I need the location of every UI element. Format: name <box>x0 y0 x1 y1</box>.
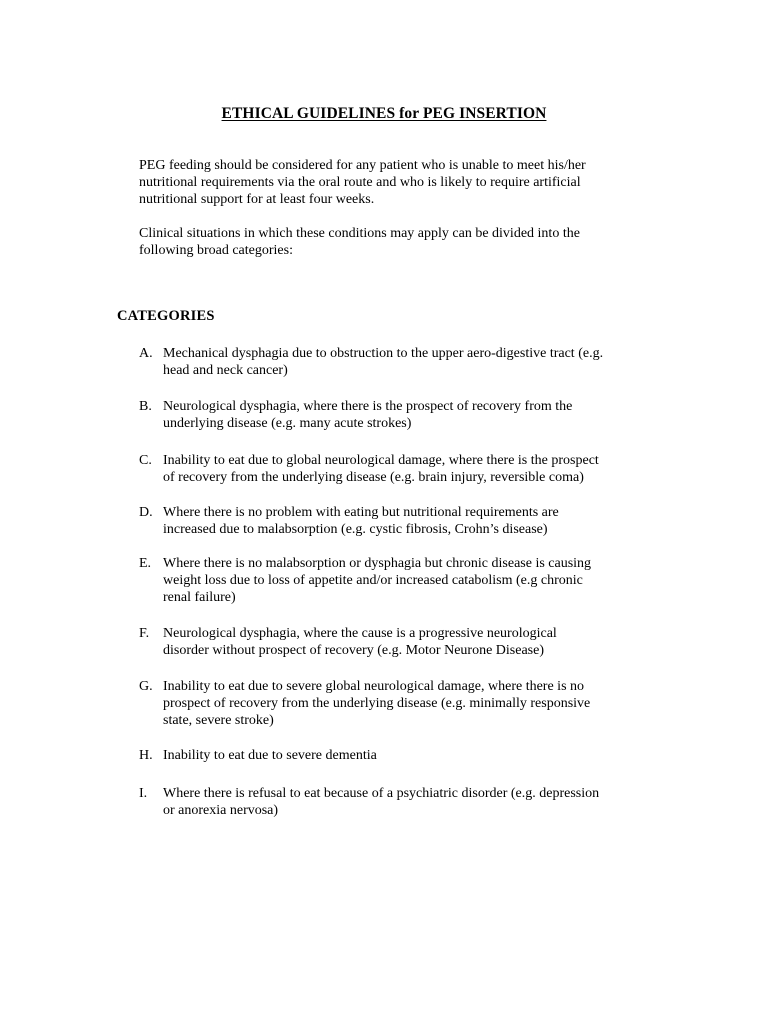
intro-paragraph-1-line: PEG feeding should be considered for any patient who is unable to meet his/her <box>139 158 586 173</box>
category-text-line: head and neck cancer) <box>163 363 288 378</box>
category-text <box>163 747 663 764</box>
category-text-line: or anorexia nervosa) <box>163 803 279 818</box>
category-text-line: Mechanical dysphagia due to obstruction to the upper aero-digestive tract (e.g. <box>163 346 604 361</box>
category-text-line: disorder without prospect of recovery (e.g. Motor Neurone Disease) <box>163 643 544 658</box>
categories-heading: CATEGORIES <box>117 308 215 324</box>
document-title: ETHICAL GUIDELINES for PEG INSERTION <box>221 105 547 122</box>
category-text <box>163 398 663 432</box>
intro-paragraph-1 <box>139 157 649 208</box>
category-text <box>163 504 663 538</box>
category-text-line: prospect of recovery from the underlying disease (e.g. minimally responsive <box>163 696 591 711</box>
intro-paragraph-1-line: nutritional requirements via the oral route and who is likely to require artificial <box>139 175 581 190</box>
category-text-line: increased due to malabsorption (e.g. cystic fibrosis, Crohn’s disease) <box>163 522 548 537</box>
category-text <box>163 785 663 819</box>
category-marker: A. <box>139 346 153 361</box>
category-text <box>163 625 663 659</box>
category-text-line: Neurological dysphagia, where the cause is a progressive neurological <box>163 626 557 641</box>
intro-paragraph-2-line: following broad categories: <box>139 243 293 258</box>
category-text-line: weight loss due to loss of appetite and/or increased catabolism (e.g chronic <box>163 573 583 588</box>
category-text-line: Inability to eat due to severe global neurological damage, where there is no <box>163 679 585 694</box>
category-text-line: Inability to eat due to severe dementia <box>163 748 377 763</box>
category-text-line: renal failure) <box>163 590 236 605</box>
category-marker: I. <box>139 786 148 801</box>
category-marker: D. <box>139 505 153 520</box>
category-text <box>163 452 663 486</box>
category-marker: B. <box>139 399 152 414</box>
category-text-line: Where there is no malabsorption or dysphagia but chronic disease is causing <box>163 556 592 571</box>
intro-paragraph-2 <box>139 225 649 259</box>
intro-paragraph-1-line: nutritional support for at least four weeks. <box>139 192 375 207</box>
category-marker: G. <box>139 679 153 694</box>
category-text-line: Neurological dysphagia, where there is the prospect of recovery from the <box>163 399 573 414</box>
category-marker: C. <box>139 453 152 468</box>
category-marker: E. <box>139 556 152 571</box>
intro-paragraph-2-line: Clinical situations in which these conditions may apply can be divided into the <box>139 226 580 241</box>
category-text-line: Where there is no problem with eating but nutritional requirements are <box>163 505 559 520</box>
category-text-line: Where there is refusal to eat because of a psychiatric disorder (e.g. depression <box>163 786 600 801</box>
category-text <box>163 678 663 729</box>
category-text <box>163 555 663 606</box>
category-text-line: Inability to eat due to global neurological damage, where there is the prospect <box>163 453 599 468</box>
category-marker: F. <box>139 626 150 641</box>
category-marker: H. <box>139 748 153 763</box>
category-text <box>163 345 663 379</box>
category-text-line: state, severe stroke) <box>163 713 274 728</box>
category-text-line: of recovery from the underlying disease (e.g. brain injury, reversible coma) <box>163 470 584 485</box>
category-text-line: underlying disease (e.g. many acute strokes) <box>163 416 412 431</box>
